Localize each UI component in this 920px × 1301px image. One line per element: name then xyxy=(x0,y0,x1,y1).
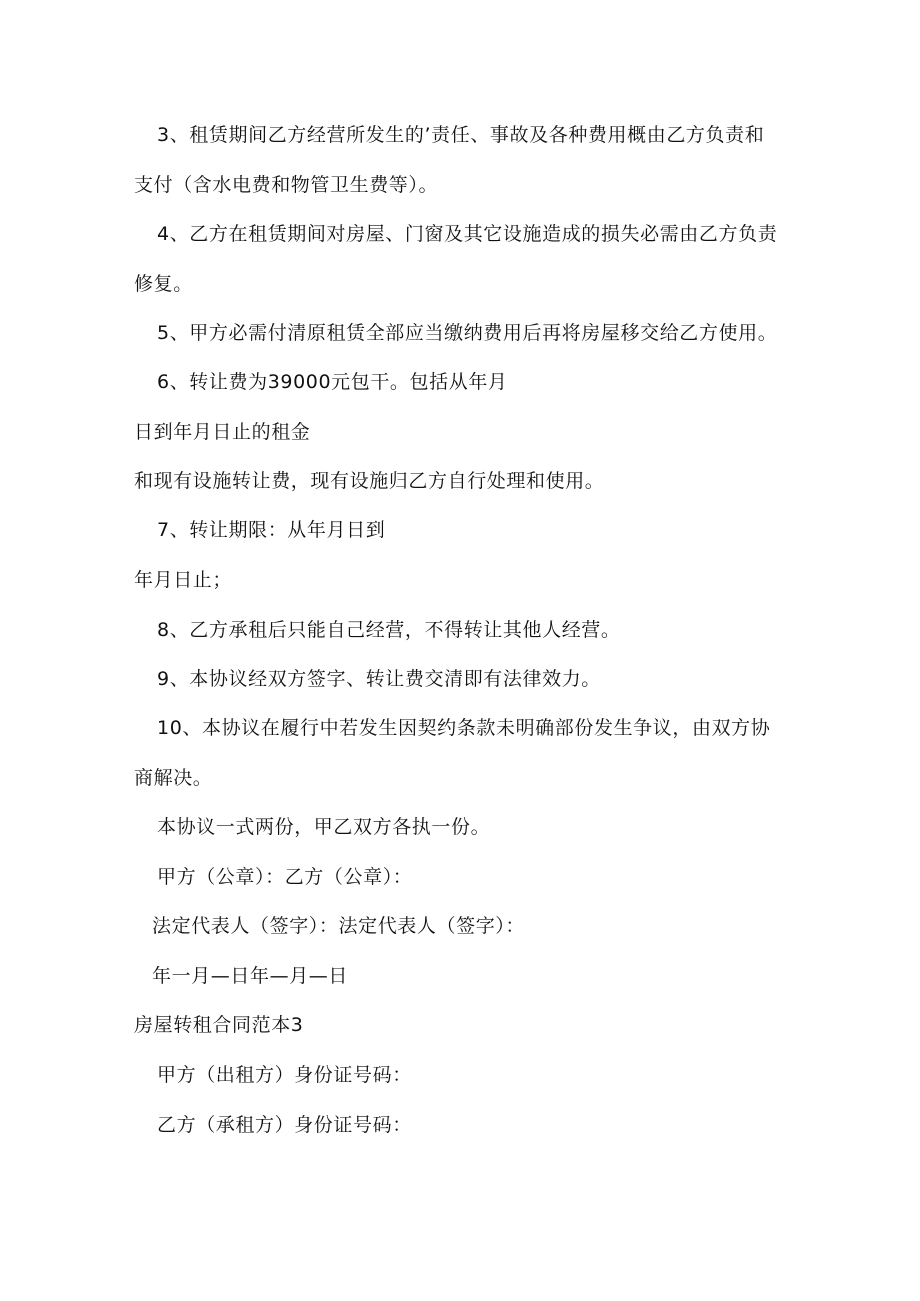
clause-6-line-2: 日到年月日止的租金 xyxy=(134,421,311,443)
clause-8: 8、乙方承租后只能自己经营，不得转让其他人经营。 xyxy=(157,619,621,641)
clause-6-line-1: 6、转让费为39000元包干。包括从年月 xyxy=(157,371,508,393)
clause-7-line-1: 7、转让期限：从年月日到 xyxy=(157,519,386,541)
signature-line: 法定代表人（签字）：法定代表人（签字）： xyxy=(152,915,526,937)
clause-5: 5、甲方必需付清原租赁全部应当缴纳费用后再将房屋移交给乙方使用。 xyxy=(157,322,778,344)
party-a-id-line: 甲方（出租方）身份证号码： xyxy=(157,1064,412,1086)
clause-10-line-2: 商解决。 xyxy=(134,767,213,789)
clause-6-line-3: 和现有设施转让费，现有设施归乙方自行处理和使用。 xyxy=(134,470,605,492)
section-title: 房屋转租合同范本3 xyxy=(134,1014,304,1036)
clause-4-line-1: 4、乙方在租赁期间对房屋、门窗及其它设施造成的损失必需由乙方负责 xyxy=(157,223,778,245)
party-b-id-line: 乙方（承租方）身份证号码： xyxy=(157,1114,412,1136)
copies-statement: 本协议一式两份，甲乙双方各执一份。 xyxy=(157,816,491,838)
clause-7-line-2: 年月日止； xyxy=(134,569,233,591)
clause-3-line-2: 支付（含水电费和物管卫生费等）。 xyxy=(134,174,439,196)
clause-9: 9、本协议经双方签字、转让费交清即有法律效力。 xyxy=(157,668,601,690)
seal-line: 甲方（公章）：乙方（公章）： xyxy=(157,866,413,888)
clause-4-line-2: 修复。 xyxy=(134,273,193,295)
clause-10-line-1: 10、本协议在履行中若发生因契约条款未明确部份发生争议，由双方协 xyxy=(157,717,771,739)
clause-3-line-1: 3、租赁期间乙方经营所发生的’责任、事故及各种费用概由乙方负责和 xyxy=(157,124,765,146)
date-line: 年一月—日年—月—日 xyxy=(152,965,349,987)
